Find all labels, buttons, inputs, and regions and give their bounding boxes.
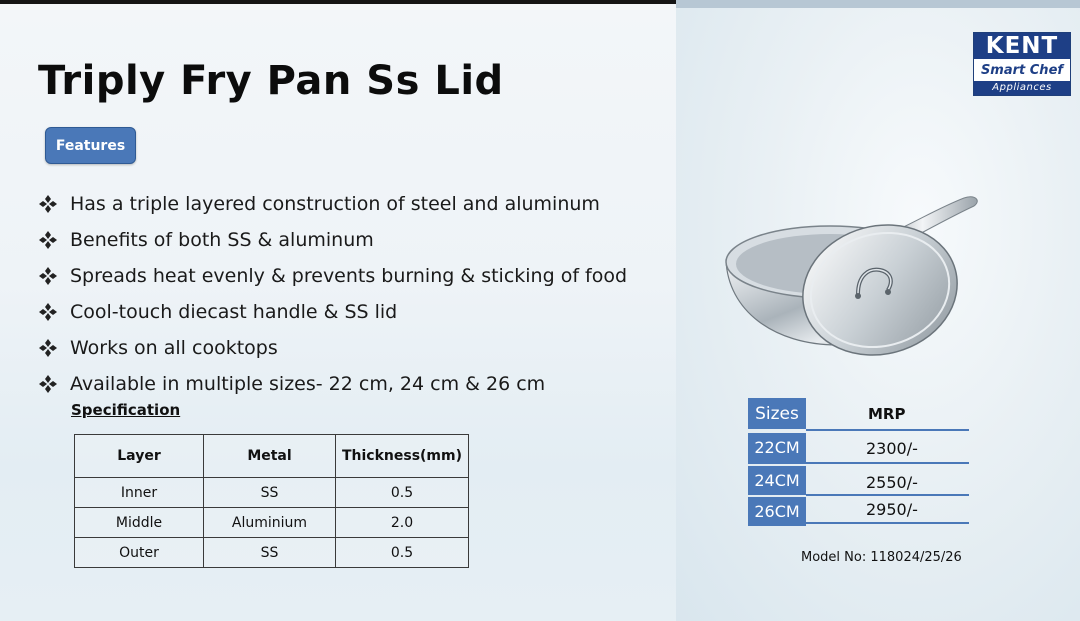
price-table-divider <box>806 522 969 524</box>
diamond-bullet-icon <box>38 266 58 286</box>
cell-metal: Aluminium <box>204 508 336 538</box>
cell-metal: SS <box>204 478 336 508</box>
diamond-bullet-icon <box>38 374 58 394</box>
product-title: Triply Fry Pan Ss Lid <box>38 58 504 104</box>
specification-heading: Specification <box>71 401 181 419</box>
feature-text: Works on all cooktops <box>70 337 278 359</box>
feature-text: Benefits of both SS & aluminum <box>70 229 374 251</box>
feature-item <box>38 186 627 222</box>
diamond-bullet-icon <box>38 230 58 250</box>
cell-metal: SS <box>204 538 336 568</box>
table-row <box>75 538 469 568</box>
logo-subtitle: Smart Chef <box>980 63 1064 78</box>
features-list <box>38 186 627 402</box>
cell-layer: Middle <box>75 508 204 538</box>
sizes-header: Sizes <box>748 398 806 429</box>
feature-item <box>38 258 627 294</box>
feature-item <box>38 222 627 258</box>
header-thickness: Thickness(mm) <box>336 435 469 478</box>
mrp-value: 2950/- <box>866 500 918 519</box>
model-number: Model No: 118024/25/26 <box>801 550 962 565</box>
price-table-divider <box>806 429 969 431</box>
size-cell-22cm: 22CM <box>748 433 806 462</box>
specification-table <box>74 434 469 568</box>
table-row <box>75 508 469 538</box>
diamond-bullet-icon <box>38 194 58 214</box>
feature-text: Spreads heat evenly & prevents burning & sticking of food <box>70 265 628 287</box>
price-table-divider <box>748 462 969 464</box>
size-cell-26cm: 26CM <box>748 497 806 526</box>
cell-layer: Inner <box>75 478 204 508</box>
kent-logo <box>973 32 1071 96</box>
feature-item <box>38 294 627 330</box>
table-header-row <box>75 435 469 478</box>
cell-thickness: 0.5 <box>336 478 469 508</box>
diamond-bullet-icon <box>38 302 58 322</box>
feature-item <box>38 366 627 402</box>
mrp-value: 2550/- <box>866 473 918 492</box>
price-table-divider <box>806 494 969 496</box>
feature-text: Has a triple layered construction of steel and aluminum <box>70 193 600 215</box>
cell-layer: Outer <box>75 538 204 568</box>
table-row <box>75 478 469 508</box>
fry-pan-with-lid-image <box>718 190 990 360</box>
header-layer: Layer <box>75 435 204 478</box>
cell-thickness: 2.0 <box>336 508 469 538</box>
features-button: Features <box>45 127 136 164</box>
size-cell-24cm: 24CM <box>748 466 806 495</box>
cell-thickness: 0.5 <box>336 538 469 568</box>
diamond-bullet-icon <box>38 338 58 358</box>
header-metal: Metal <box>204 435 336 478</box>
logo-tagline: Appliances <box>974 81 1070 95</box>
mrp-header: MRP <box>868 405 906 423</box>
mrp-value: 2300/- <box>866 439 918 458</box>
feature-item <box>38 330 627 366</box>
feature-text: Available in multiple sizes- 22 cm, 24 cm & 26 cm <box>70 373 546 395</box>
logo-brand: KENT <box>974 33 1070 59</box>
top-border-right <box>676 0 1080 8</box>
feature-text: Cool-touch diecast handle & SS lid <box>70 301 398 323</box>
